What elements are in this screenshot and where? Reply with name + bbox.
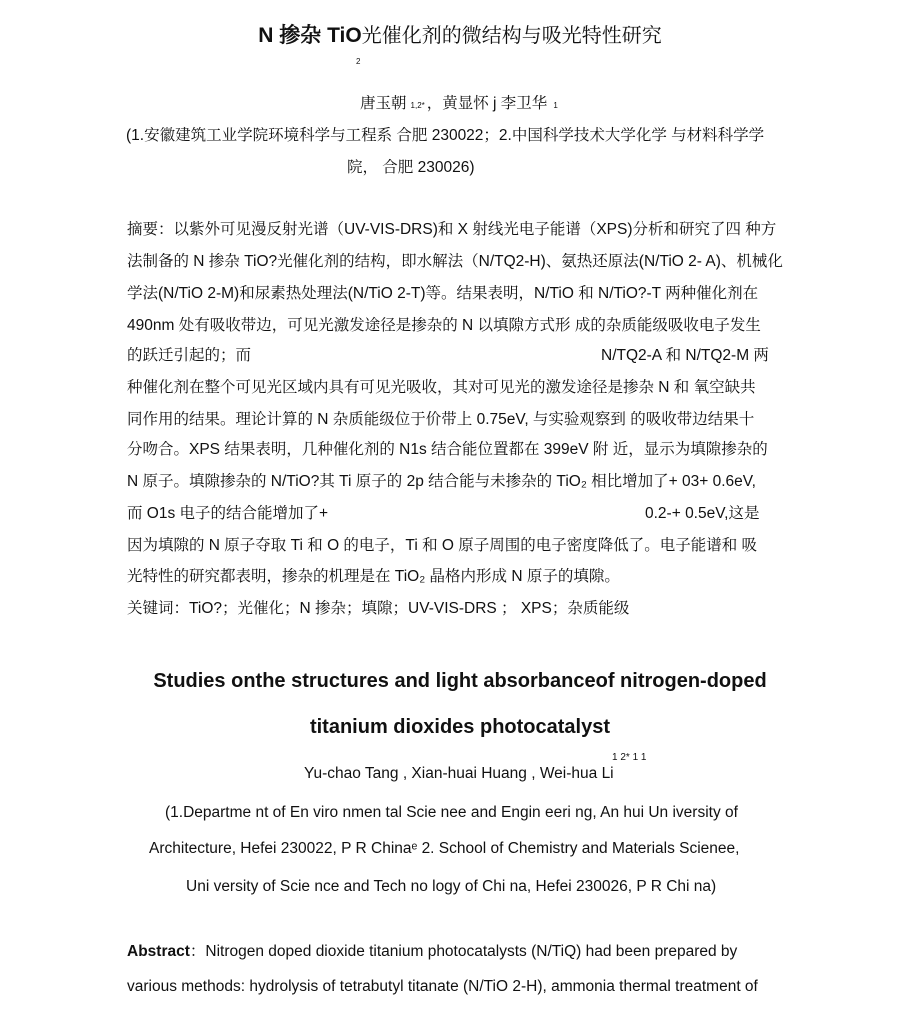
cn-abstract-line: 因为填隙的 N 原子夺取 Ti 和 O 的电子，Ti 和 O 原子周围的电子密度降低了。电子能谱和 吸	[127, 537, 758, 554]
cn-abstract-line: 摘要：以紫外可见漫反射光谱（UV-VIS-DRS)和 X 射线光电子能谱（XPS)分析和研究了四 种方	[127, 221, 777, 238]
cn-abstract-line-left: 的跃迁引起的；而	[127, 347, 252, 364]
cn-keywords: 关键词：TiO?；光催化；N 掺杂；填隙；UV-VIS-DRS ； XPS；杂质能级	[127, 600, 630, 617]
cn-abstract-line: 490nm 处有吸收带边，可见光激发途径是掺杂的 N 以填隙方式形 成的杂质能级吸收电子发生	[127, 317, 761, 334]
cn-abstract-line: 光特性的研究都表明，掺杂的机理是在 TiO₂ 晶格内形成 N 原子的填隙。	[127, 568, 620, 585]
abstract-label: Abstract	[127, 943, 190, 960]
chinese-affiliation-line2: 院， 合肥 230026)	[347, 159, 475, 176]
cn-abstract-line: 法制备的 N 掺杂 TiO?光催化剂的结构，即水解法（N/TQ2-H)、氨热还原法(N/TiO 2- A)、机械化	[127, 253, 783, 270]
author-1: 唐玉朝	[360, 95, 407, 112]
title-subscript: 2	[356, 57, 361, 66]
cn-abstract-line-right: N/TQ2-A 和 N/TQ2-M 两	[601, 347, 769, 364]
english-abstract-line1	[127, 942, 737, 962]
cn-abstract-line: 分吻合。XPS 结果表明，几种催化剂的 N1s 结合能位置都在 399eV 附 近，显示为填隙掺杂的	[127, 441, 768, 458]
english-affiliation-line2: Architecture, Hefei 230022, P R Chinaᵉ 2. School of Chemistry and Materials Scienee,	[149, 840, 740, 857]
author-1-sup: 1,2*	[410, 101, 425, 110]
english-authors: Yu-chao Tang , Xian-huai Huang , Wei-hua Li	[304, 765, 614, 782]
english-title-line2: titanium dioxides photocatalyst	[309, 716, 611, 738]
cn-abstract-line-left: 而 O1s 电子的结合能增加了+	[127, 505, 329, 522]
title-prefix: N 掺杂 TiO	[258, 24, 362, 47]
cn-abstract-line: 同作用的结果。理论计算的 N 杂质能级位于价带上 0.75eV, 与实验观察到 的吸收带边结果十	[127, 411, 755, 428]
chinese-authors	[360, 94, 558, 116]
abstract-text: ：Nitrogen doped dioxide titanium photocatalysts (N/TiQ) had been prepared by	[189, 943, 738, 960]
chinese-affiliation-line1: (1.安徽建筑工业学院环境科学与工程系 合肥 230022；2.中国科学技术大学化学 与材料科学学	[126, 127, 765, 144]
english-affiliation-line1: (1.Departme nt of En viro nmen tal Scie nee and Engin eeri ng, An hui Un iversity of	[165, 804, 738, 821]
english-abstract-line2: various methods: hydrolysis of tetrabutyl titanate (N/TiO 2-H), ammonia thermal treatment of	[127, 978, 758, 995]
author-2-sup: 1	[553, 101, 558, 110]
chinese-title	[0, 26, 920, 46]
english-authors-sup: 1 2* 1 1	[612, 752, 647, 763]
cn-abstract-line: 学法(N/TiO 2-M)和尿素热处理法(N/TiO 2-T)等。结果表明，N/TiO 和 N/TiO?-T 两种催化剂在	[127, 285, 759, 302]
cn-abstract-line-right: 0.2-+ 0.5eV,这是	[645, 505, 760, 522]
title-suffix: 光催化剂的微结构与吸光特性研究	[361, 25, 662, 47]
cn-abstract-line: 种催化剂在整个可见光区域内具有可见光吸收，其对可见光的激发途径是掺杂 N 和 氧空缺共	[127, 379, 756, 396]
cn-abstract-line: N 原子。填隙掺杂的 N/TiO?其 Ti 原子的 2p 结合能与未掺杂的 TiO₂ 相比增加了+ 03+ 0.6eV,	[127, 473, 756, 490]
english-title-line1: Studies onthe structures and light absorbanceof nitrogen-doped	[153, 670, 767, 692]
author-2: ，黄显怀 j 李卫华	[426, 95, 548, 112]
english-affiliation-line3: Uni versity of Scie nce and Tech no logy of Chi na, Hefei 230026, P R Chi na)	[186, 878, 717, 895]
